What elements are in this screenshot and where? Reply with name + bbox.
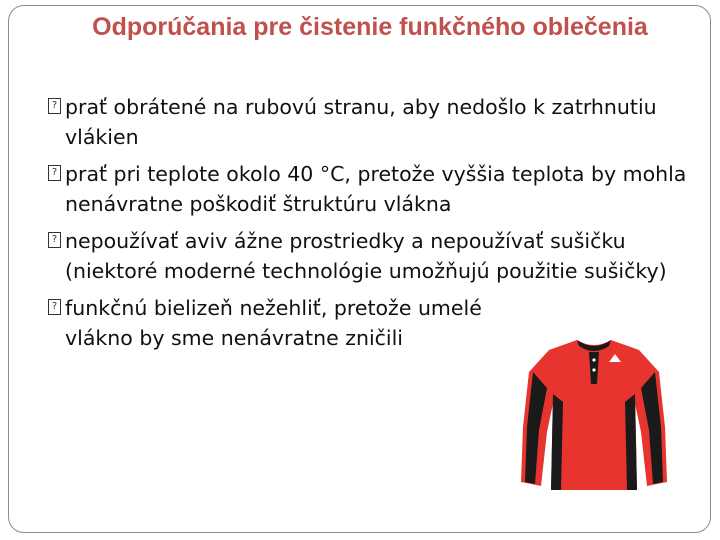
missing-glyph-icon: ? (48, 98, 61, 114)
long-sleeve-shirt-icon (519, 332, 669, 494)
bullet-text: prať obrátené na rubovú stranu, aby nedošlo k zatrhnutiu vlákien (65, 95, 657, 149)
slide-title: Odporúčania pre čistenie funkčného oblečenia (92, 13, 648, 41)
missing-glyph-icon: ? (48, 299, 61, 315)
shirt-side-panel-right (625, 394, 637, 490)
bullet-text: funkčnú bielizeň nežehliť, pretože umelé vlákno by sme nenávratne zničili (65, 296, 482, 350)
bullet-list (48, 92, 688, 360)
bullet-item (48, 226, 688, 286)
bullet-text: prať pri teplote okolo 40 °C, pretože vyššia teplota by mohla nenávratne poškodiť štruktúru vlákna (65, 162, 687, 216)
missing-glyph-icon: ? (48, 232, 61, 248)
missing-glyph-icon: ? (48, 165, 61, 181)
bullet-item (48, 159, 688, 219)
bullet-item (48, 92, 688, 152)
bullet-text: nepoužívať aviv ážne prostriedky a nepoužívať sušičku (niektoré moderné technológie umožňujú použitie sušičky) (65, 229, 667, 283)
shirt-side-panel-left (551, 394, 563, 490)
